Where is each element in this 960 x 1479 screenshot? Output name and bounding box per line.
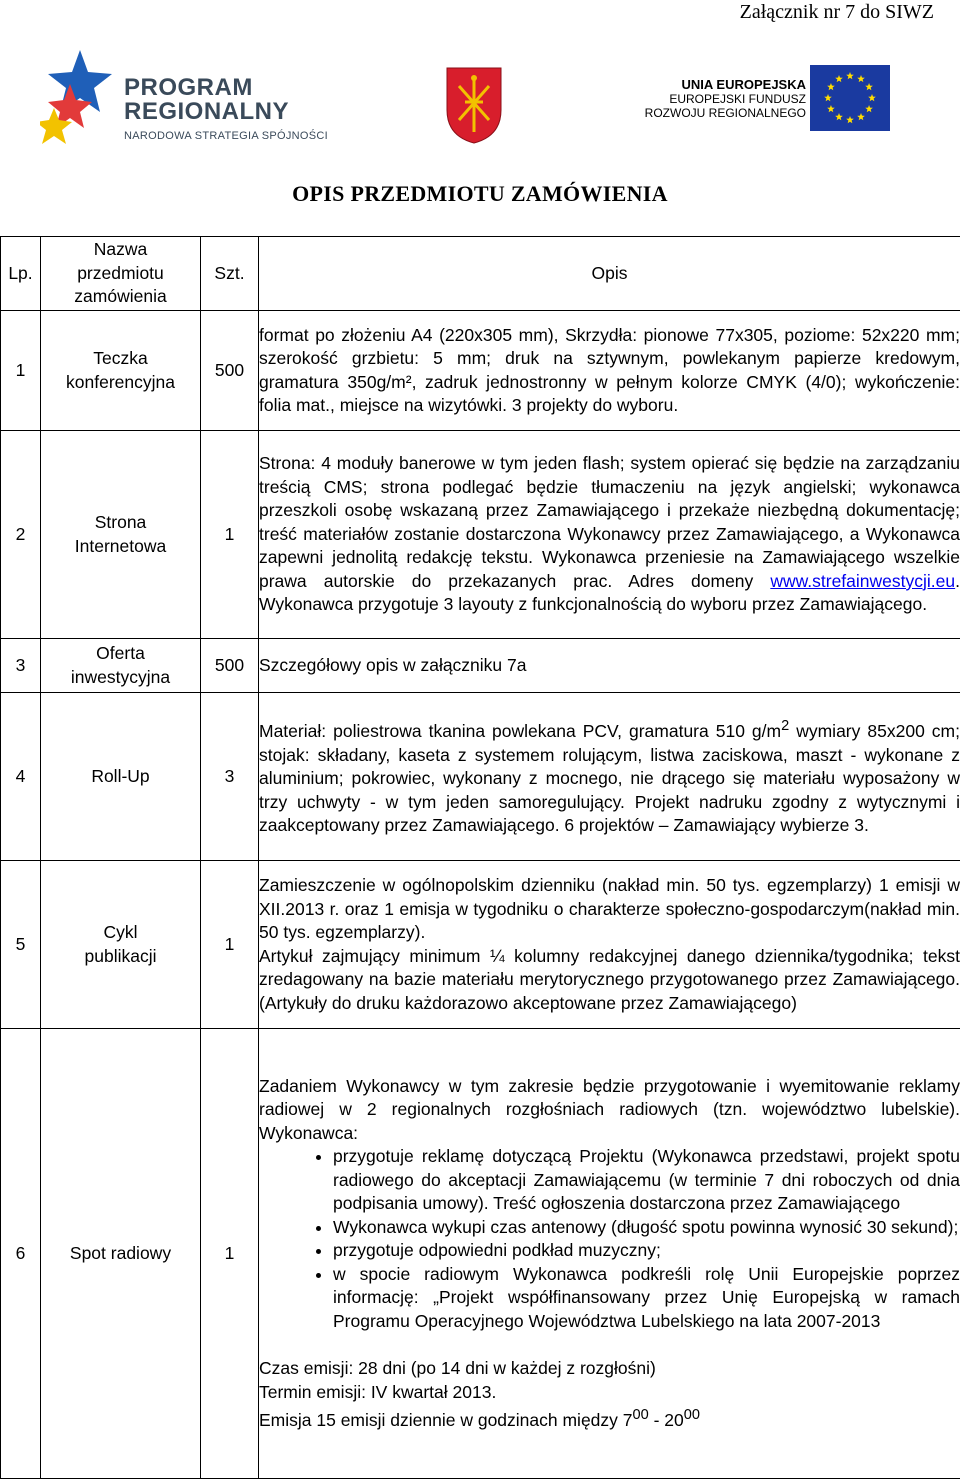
list-item: • Wykonawca wykupi czas antenowy (długość spotu powinna wynosić 30 sekund); bbox=[333, 1216, 960, 1240]
row-name-line1: Oferta bbox=[41, 642, 200, 666]
row-name-line2: publikacji bbox=[41, 945, 200, 969]
domain-link[interactable]: www.strefainwestycji.eu bbox=[770, 571, 955, 591]
program-logo-line1: PROGRAM bbox=[124, 75, 253, 101]
row-name-line2: Internetowa bbox=[41, 535, 200, 559]
row-description bbox=[259, 311, 960, 431]
emission-part-b: - 20 bbox=[649, 1410, 684, 1430]
row-desc-part-a: Zamieszczenie w ogólnopolskim dzienniku (nakład min. 50 tys. egzemplarzy) 1 emisji w XII.2013 r. oraz 1 emisja w tygodniku o charakterze społeczno-gospodarczym(nakład min. 50 tys. egzemplarzy). bbox=[259, 874, 960, 945]
row-desc-part-b: wymiary 85x200 cm; stojak: składany, kaseta z systemem rolującym, listwa zaciskowa, maszt - wykonane z aluminium; pokrowiec, wykonany z mocnego, nie drącego się materiału wyposażony w trzy uchwyty - w tym jeden samoregulujący. Projekt nadruku zgodny z wytycznymi i zaakceptowany przez Zamawiającego. 6 projektów – Zamawiający wybierze 3. bbox=[259, 721, 960, 835]
header-name-line3: zamówienia bbox=[41, 285, 200, 309]
row-desc-part-b: . Wykonawca przygotuje 3 layouty z funkcjonalnością do wyboru przez Zamawiającego. bbox=[259, 571, 960, 615]
eu-logo-line3: ROZWOJU REGIONALNEGO bbox=[610, 106, 806, 120]
header-name-line1: Nazwa bbox=[41, 238, 200, 262]
header-qty: Szt. bbox=[201, 237, 259, 311]
row-lp: 3 bbox=[1, 639, 41, 693]
row-desc-text: format po złożeniu A4 (220x305 mm), Skrzydła: pionowe 77x305, poziome: 52x220 mm; szerokość grzbietu: 5 mm; druk na sztywnym, powlekanym papierze kredowym, gramatura 350g/m², zadruk jednostronny w pełnym kolorze CMYK (4/0); wykończenie: folia mat., miejsce na wizytówki. 3 projekty do wyboru. bbox=[259, 324, 960, 418]
header-lp: Lp. bbox=[1, 237, 41, 311]
row-lp: 2 bbox=[1, 431, 41, 639]
row-name-line1: Cykl bbox=[41, 921, 200, 945]
superscript: 00 bbox=[633, 1407, 649, 1423]
row-name bbox=[41, 311, 201, 431]
row-desc-intro: Zadaniem Wykonawcy w tym zakresie będzie przygotowanie i wyemitowanie reklamy radiowej w 2 regionalnych rozgłośniach radiowych (tzn. województwo lubelskie). Wykonawca: bbox=[259, 1075, 960, 1146]
row-qty: 500 bbox=[201, 311, 259, 431]
row-lp: 5 bbox=[1, 861, 41, 1029]
eu-logo-text bbox=[610, 78, 806, 120]
row-name bbox=[41, 431, 201, 639]
list-item: • w spocie radiowym Wykonawca podkreśli rolę Unii Europejskie poprzez informację: „Projekt współfinansowany przez Unię Europejską w ramach Programu Operacyjnego Województwa Lubelskiego na lata 2007-2013 bbox=[333, 1263, 960, 1334]
row-name-line2: konferencyjna bbox=[41, 371, 200, 395]
row-name bbox=[41, 639, 201, 693]
specification-table bbox=[0, 236, 960, 1479]
row-qty: 1 bbox=[201, 431, 259, 639]
table-row bbox=[1, 693, 960, 861]
emission-part-a: Emisja 15 emisji dziennie w godzinach między 7 bbox=[259, 1410, 633, 1430]
row-description bbox=[259, 431, 960, 639]
header-name bbox=[41, 237, 201, 311]
row-name: Spot radiowy bbox=[41, 1029, 201, 1479]
superscript: 2 bbox=[781, 718, 789, 734]
row-name: Roll-Up bbox=[41, 693, 201, 861]
header-desc: Opis bbox=[259, 237, 960, 311]
row-qty: 1 bbox=[201, 861, 259, 1029]
row-name-line1: Teczka bbox=[41, 347, 200, 371]
row-qty: 3 bbox=[201, 693, 259, 861]
page-title: OPIS PRZEDMIOTU ZAMÓWIENIA bbox=[0, 181, 960, 207]
emission-schedule bbox=[259, 1404, 960, 1432]
emission-time: Czas emisji: 28 dni (po 14 dni w każdej z rozgłośni) bbox=[259, 1357, 960, 1381]
row-desc-text bbox=[259, 452, 960, 617]
list-item: • przygotuje reklamę dotyczącą Projektu (Wykonawca przedstawi, projekt spotu radiowego do akceptacji Zamawiającemu (w terminie 7 dni roboczych od dnia podpisania umowy). Treść ogłoszenia dostarczona przez Zamawiającego bbox=[333, 1145, 960, 1216]
row-description bbox=[259, 1029, 960, 1479]
row-desc-text bbox=[259, 715, 960, 837]
row-name bbox=[41, 861, 201, 1029]
program-star-icon bbox=[40, 48, 120, 152]
bullet-list bbox=[259, 1145, 960, 1333]
row-description bbox=[259, 693, 960, 861]
row-desc-part-a: Strona: 4 moduły banerowe w tym jeden flash; system opierać się będzie na zarządzaniu treścią CMS; strona podlegać będzie tłumaczeniu na język angielski; wykonawca przeszkoli osobę wskazaną przez Zamawiającego i przekaże niezbędną dokumentację; treść materiałów zostanie dostarczona Wykonawcy przez Zamawiającego, a Wykonawca zapewni jednolitą redakcję tekstu. Wykonawca przeniesie na Zamawiającego wszelkie prawa autorskie do przekazanych prac. Adres domeny bbox=[259, 453, 960, 591]
annex-label: Załącznik nr 7 do SIWZ bbox=[740, 0, 934, 24]
eu-logo-line2: EUROPEJSKI FUNDUSZ bbox=[610, 92, 806, 106]
row-qty: 500 bbox=[201, 639, 259, 693]
header-name-line2: przedmiotu bbox=[41, 262, 200, 286]
list-item: • przygotuje odpowiedni podkład muzyczny; bbox=[333, 1239, 960, 1263]
superscript: 00 bbox=[684, 1407, 700, 1423]
table-row bbox=[1, 431, 960, 639]
row-desc-part-a: Materiał: poliestrowa tkanina powlekana PCV, gramatura 510 g/m bbox=[259, 721, 781, 741]
row-name-line2: inwestycyjna bbox=[41, 666, 200, 690]
program-regionalny-logo bbox=[40, 48, 360, 152]
row-lp: 1 bbox=[1, 311, 41, 431]
eu-flag-icon bbox=[810, 65, 890, 131]
row-description bbox=[259, 639, 960, 693]
row-desc-text: Szczegółowy opis w załączniku 7a bbox=[259, 654, 960, 678]
eu-logo-line1: UNIA EUROPEJSKA bbox=[610, 78, 806, 92]
table-header-row bbox=[1, 237, 960, 311]
program-logo-line3: NARODOWA STRATEGIA SPÓJNOŚCI bbox=[124, 130, 328, 142]
row-name-line1: Strona bbox=[41, 511, 200, 535]
row-lp: 6 bbox=[1, 1029, 41, 1479]
table-row bbox=[1, 639, 960, 693]
row-desc-part-b: Artykuł zajmujący minimum ¼ kolumny redakcyjnej danego dziennika/tygodnika; tekst zredagowany na bazie materiału merytorycznego przygotowanego przez Zamawiającego. (Artykuły do druku każdorazowo akceptowane przez Zamawiającego) bbox=[259, 945, 960, 1016]
table-row bbox=[1, 311, 960, 431]
row-description bbox=[259, 861, 960, 1029]
row-qty: 1 bbox=[201, 1029, 259, 1479]
table-row bbox=[1, 1029, 960, 1479]
lubelskie-crest-icon bbox=[445, 66, 503, 144]
table-row bbox=[1, 861, 960, 1029]
emission-term: Termin emisji: IV kwartał 2013. bbox=[259, 1381, 960, 1405]
row-lp: 4 bbox=[1, 693, 41, 861]
program-logo-line2: REGIONALNY bbox=[124, 99, 289, 125]
